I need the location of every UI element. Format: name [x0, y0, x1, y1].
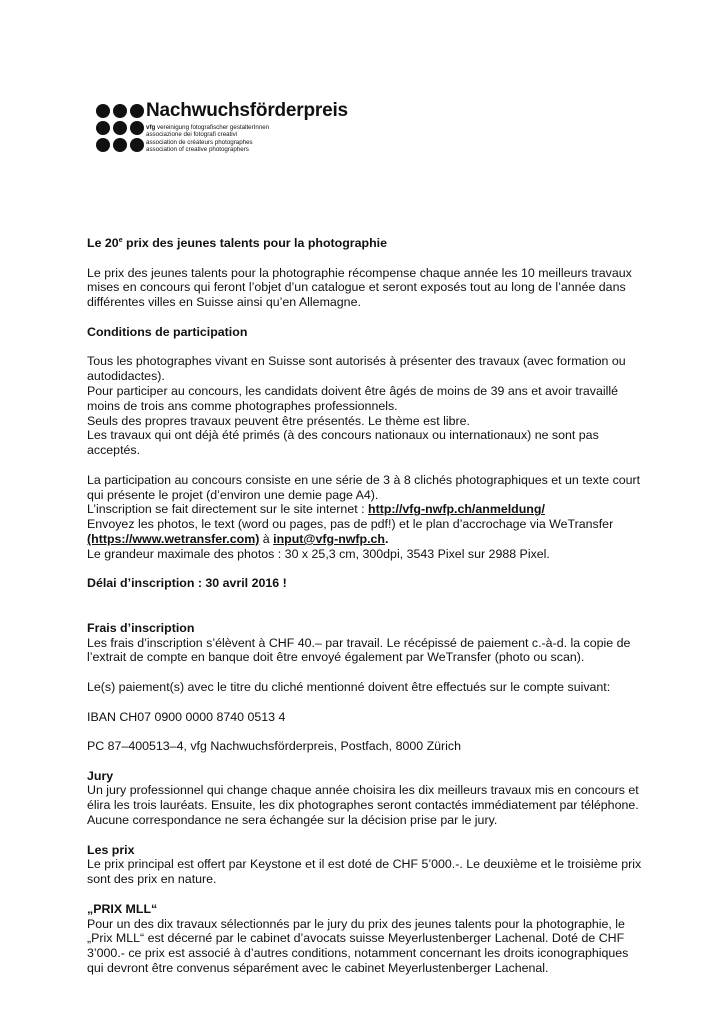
- logo-vfg: vfg: [146, 124, 156, 131]
- conditions-p8: Le grandeur maximale des photos : 30 x 25,3 cm, 300dpi, 3543 Pixel sur 2988 Pixel.: [87, 546, 550, 561]
- conditions-p4: Les travaux qui ont déjà été primés (à des concours nationaux ou internationaux) ne sont pas acceptés.: [87, 428, 599, 458]
- jury-text: Un jury professionnel qui change chaque année choisira les dix meilleurs travaux mis en concours et élira les trois lauréats. Ensuite, les dix photographes seront contactés immédiatement par téléphone. Aucune correspondance ne sera échangée sur la décision prise par le jury.: [87, 783, 639, 828]
- conditions-p1: Tous les photographes vivant en Suisse sont autorisés à présenter des travaux (avec formation ou autodidactes).: [87, 354, 626, 384]
- conditions-p2: Pour participer au concours, les candidats doivent être âgés de moins de 39 ans et avoir travaillé moins de trois ans comme photographes professionnels.: [87, 383, 619, 413]
- logo: [96, 100, 366, 160]
- conditions-p7: Envoyez les photos, le text (word ou pages, pas de pdf!) et le plan d’accrochage via WeTransfer (https://www.wetransfer.com) à input@vfg-nwfp.ch.: [87, 517, 614, 546]
- conditions-p5: La participation au concours consiste en une série de 3 à 8 clichés photographiques et un texte court qui présente le projet (d’environ une demie page A4).: [87, 472, 641, 502]
- prizes-heading: Les prix: [87, 842, 135, 857]
- postal-account: PC 87–400513–4, vfg Nachwuchsförderpreis, Postfach, 8000 Zürich: [87, 739, 461, 754]
- logo-title: Nachwuchsförderpreis: [146, 100, 348, 121]
- logo-line-4: association of creative photographers: [146, 146, 249, 154]
- mll-heading: „PRIX MLL“: [87, 901, 158, 916]
- prizes-text: Le prix principal est offert par Keystone et il est doté de CHF 5’000.-. Le deuxième et le troisième prix sont des prix en nature.: [87, 857, 642, 887]
- conditions-p6: L’inscription se fait directement sur le site internet : http://vfg-nwfp.ch/anmeldung/: [87, 502, 545, 517]
- logo-tagline: [146, 124, 269, 154]
- registration-link[interactable]: http://vfg-nwfp.ch/anmeldung/: [368, 502, 545, 517]
- deadline: Délai d’inscription : 30 avril 2016 !: [87, 576, 287, 591]
- fees-p1: Les frais d’inscription s’élèvent à CHF 40.– par travail. Le récépissé de paiement c.-à-d. la copie de l’extrait de compte en banque doit être envoyé également par WeTransfer (photo ou scan).: [87, 635, 631, 665]
- fees-p2: Le(s) paiement(s) avec le titre du cliché mentionné doivent être effectués sur le compte suivant:: [87, 679, 611, 694]
- email-link[interactable]: input@vfg-nwfp.ch: [273, 531, 385, 546]
- intro-paragraph: Le prix des jeunes talents pour la photographie récompense chaque année les 10 meilleurs travaux mises en concours qui feront l’objet d’un catalogue et seront exposés tout au long de l’année dans différentes villes en Suisse ainsi qu’en Allemagne.: [87, 265, 632, 310]
- logo-line-3: association de créateurs photographes: [146, 138, 253, 146]
- logo-line-2: associazione dei fotografi creativi: [146, 131, 238, 139]
- conditions-p3: Seuls des propres travaux peuvent être présentés. Le thème est libre.: [87, 413, 470, 428]
- logo-line-1: vereinigung fotografischer gestalterInnen: [157, 124, 270, 131]
- logo-dots-icon: [96, 104, 148, 156]
- wetransfer-link[interactable]: (https://www.wetransfer.com): [87, 531, 260, 546]
- page-title: Le 20e prix des jeunes talents pour la photographie: [87, 236, 387, 250]
- conditions-heading: Conditions de participation: [87, 324, 248, 339]
- mll-text: Pour un des dix travaux sélectionnés par le jury du prix des jeunes talents pour la photographie, le „Prix MLL“ est décerné par le cabinet d’avocats suisse Meyerlustenberger Lachenal. Doté de CHF 3’000.- ce prix est associé à d’autres conditions, notamment concernant les droits iconographiques qui devront être convenus séparément avec le cabinet Meyerlustenberger Lachenal.: [87, 916, 629, 976]
- iban: IBAN CH07 0900 0000 8740 0513 4: [87, 709, 286, 724]
- fees-heading: Frais d’inscription: [87, 620, 195, 635]
- jury-heading: Jury: [87, 768, 114, 783]
- document-body: [87, 236, 647, 976]
